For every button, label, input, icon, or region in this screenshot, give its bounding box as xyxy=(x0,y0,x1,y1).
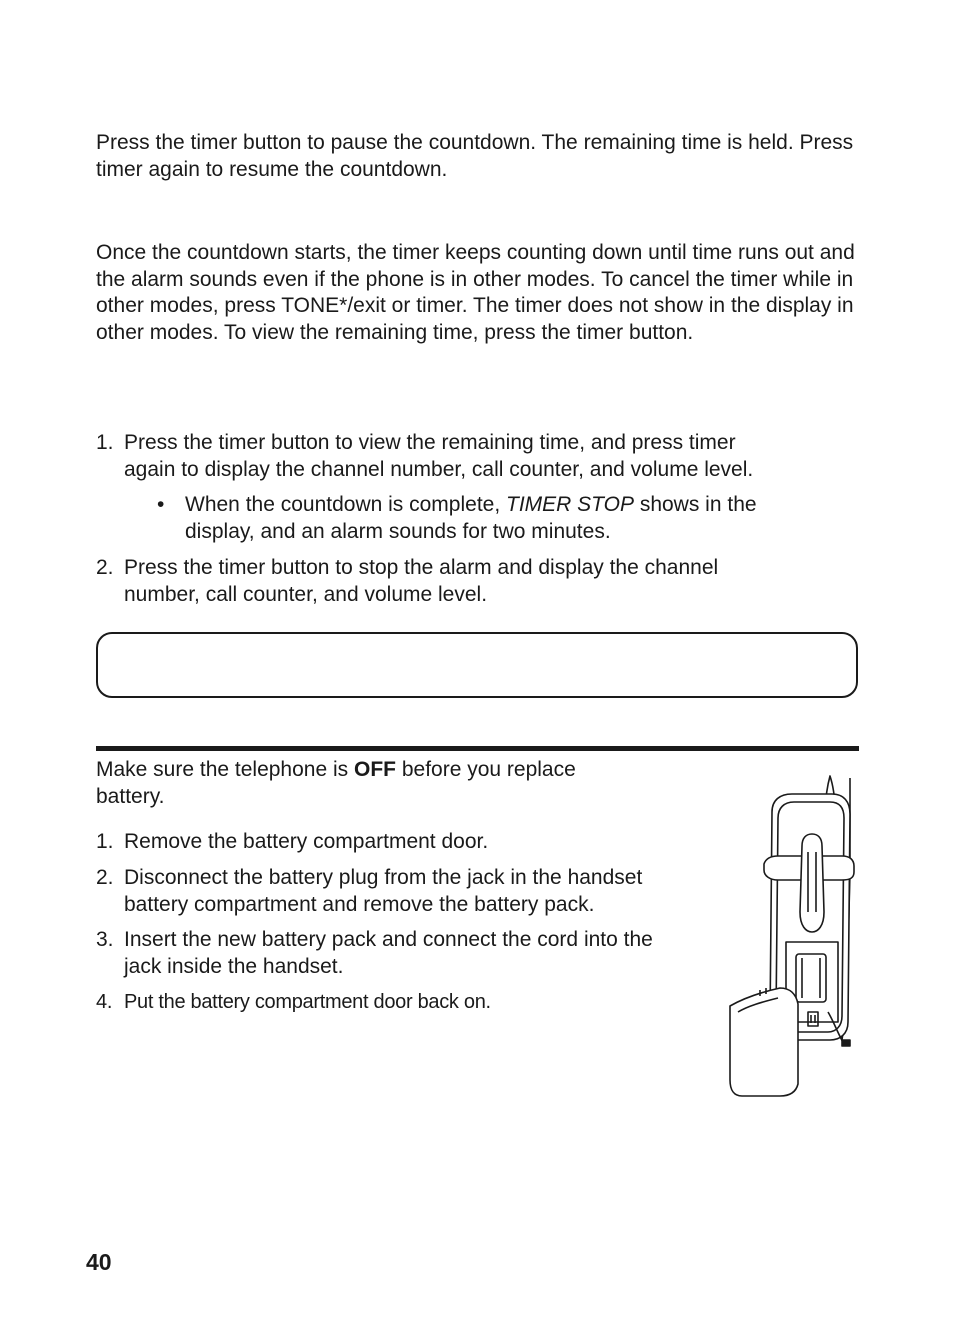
bullet-text xyxy=(185,492,757,545)
step-line: battery compartment and remove the battery pack. xyxy=(124,892,595,916)
step-line: Disconnect the battery plug from the jack in the handset xyxy=(124,866,643,889)
bullet-text-pre: When the countdown is complete, xyxy=(185,493,507,516)
callout-box xyxy=(96,632,858,698)
bullet-mark: • xyxy=(157,493,165,516)
step-text: Remove the battery compartment door. xyxy=(124,830,489,853)
battery-step-1 xyxy=(96,829,696,859)
page-number: 40 xyxy=(86,1249,112,1275)
battery-intro-pre: Make sure the telephone is xyxy=(96,758,354,781)
pause-paragraph: Press the timer button to pause the countdown. The remaining time is held. Press timer again to resume the countdown. xyxy=(96,131,854,181)
step-number: 4. xyxy=(96,991,113,1013)
step-number: 2. xyxy=(96,866,114,889)
step-line: number, call counter, and volume level. xyxy=(124,582,488,606)
battery-step-4 xyxy=(96,989,696,1019)
step-text xyxy=(124,927,653,980)
section-rule xyxy=(96,746,859,751)
step-line: Press the timer button to stop the alarm and display the channel xyxy=(124,556,719,579)
step-number: 1. xyxy=(96,830,114,853)
timer-step-1 xyxy=(96,430,876,484)
step-number: 3. xyxy=(96,928,114,951)
timer-stop-emphasis: TIMER STOP xyxy=(506,493,634,516)
step-text xyxy=(124,430,753,483)
bullet-line: display, and an alarm sounds for two minutes. xyxy=(185,519,611,543)
timer-bullet xyxy=(157,492,857,546)
step-number: 1. xyxy=(96,431,114,454)
off-emphasis: OFF xyxy=(354,758,396,781)
step-text xyxy=(124,555,718,608)
timer-step-2 xyxy=(96,555,876,609)
handset-battery-illustration xyxy=(720,772,860,1102)
battery-intro-line: battery. xyxy=(96,784,165,808)
step-line: jack inside the handset. xyxy=(124,954,344,978)
step-line: again to display the channel number, call counter, and volume level. xyxy=(124,457,754,481)
step-line: Insert the new battery pack and connect the cord into the xyxy=(124,928,653,951)
bullet-text-post: shows in the xyxy=(633,493,757,516)
step-text xyxy=(124,865,642,918)
battery-intro xyxy=(96,757,696,810)
battery-intro-post: before you replace xyxy=(396,758,576,781)
step-line: Press the timer button to view the remaining time, and press timer xyxy=(124,431,736,454)
battery-step-3 xyxy=(96,927,696,981)
step-text: Put the battery compartment door back on. xyxy=(124,991,491,1013)
step-number: 2. xyxy=(96,556,114,579)
battery-step-2 xyxy=(96,865,696,919)
countdown-paragraph: Once the countdown starts, the timer keeps counting down until time runs out and the alarm sounds even if the phone is in other modes. To cancel the timer while in other modes, press TONE*/exit or timer. The timer does not show in the display in other modes. To view the remaining time, press the timer button. xyxy=(96,241,855,344)
